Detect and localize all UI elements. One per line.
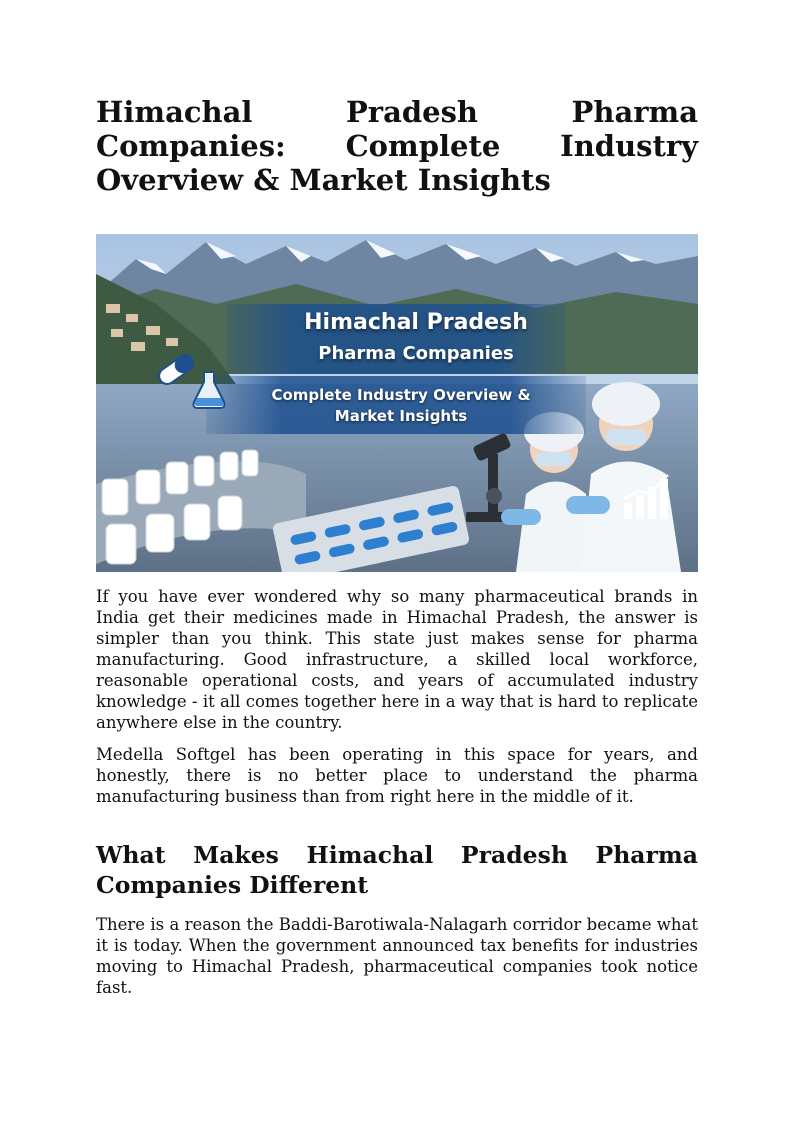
hero-heading-line1: Himachal Pradesh bbox=[304, 310, 528, 335]
hero-subheading: Complete Industry Overview & Market Insights bbox=[271, 386, 531, 425]
section-paragraph: There is a reason the Baddi-Barotiwala-Nalagarh corridor became what it is today. When the government announced tax benefits for industries moving to Himachal Pradesh, pharmaceutical companies took notice fast. bbox=[96, 915, 698, 997]
company-paragraph: Medella Softgel has been operating in this space for years, and honestly, there is no better place to understand the pharma manufacturing business than from right here in the middle of it. bbox=[96, 745, 698, 806]
section-heading: What Makes Himachal Pradesh Pharma Companies Different bbox=[96, 841, 698, 899]
intro-paragraph: If you have ever wondered why so many pharmaceutical brands in India get their medicines made in Himachal Pradesh, the answer is simpler than you think. This state just makes sense for pharma manufacturing. Good infrastructure, a skilled local workforce, reasonable operational costs, and years of accumulated industry knowledge - it all comes together here in a way that is hard to replicate anywhere else in the country. bbox=[96, 587, 698, 732]
hero-heading-line2: Pharma Companies bbox=[318, 343, 514, 364]
page-title: Himachal Pradesh Pharma Companies: Complete Industry Overview & Market Insights bbox=[96, 95, 698, 197]
hero-illustration bbox=[96, 234, 698, 572]
hero-image bbox=[96, 234, 698, 572]
